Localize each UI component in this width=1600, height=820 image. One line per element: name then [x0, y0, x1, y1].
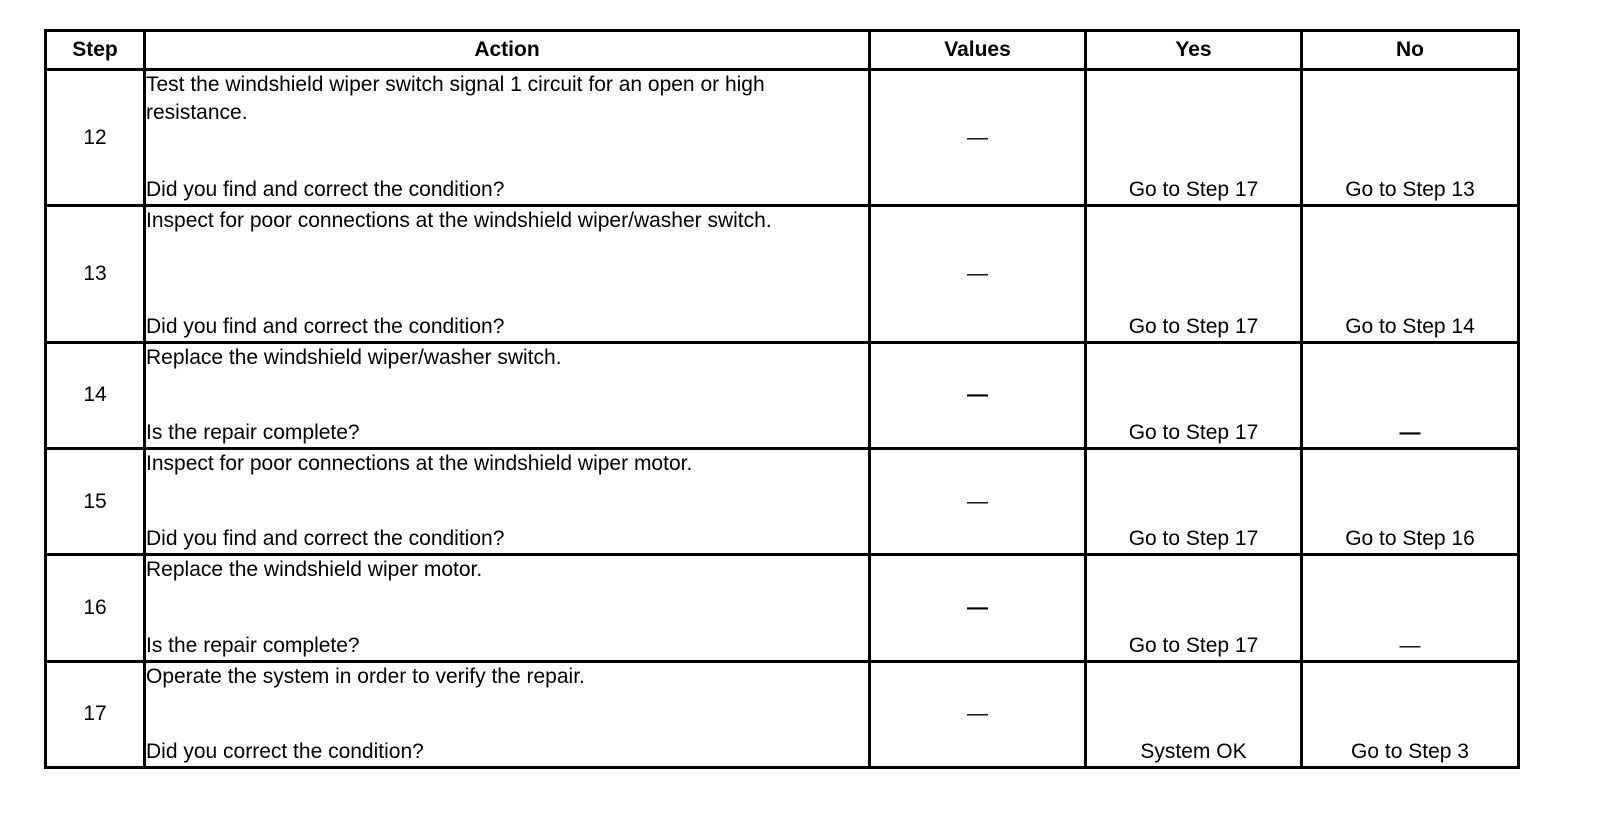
- diagnostic-table: [44, 29, 1520, 769]
- values-cell: —: [870, 70, 1086, 206]
- no-cell: —: [1302, 555, 1519, 661]
- step-number: 12: [46, 70, 145, 206]
- table-row: [46, 342, 1519, 448]
- no-cell: Go to Step 14: [1302, 206, 1519, 342]
- values-cell: —: [870, 449, 1086, 555]
- action-question: Is the repair complete?: [146, 421, 360, 445]
- yes-cell: Go to Step 17: [1086, 206, 1302, 342]
- yes-cell: Go to Step 17: [1086, 449, 1302, 555]
- table-row: [46, 206, 1519, 342]
- header-step: Step: [46, 31, 145, 70]
- table-row: [46, 70, 1519, 206]
- action-text: Inspect for poor connections at the windshield wiper/washer switch.: [146, 209, 772, 233]
- step-number: 13: [46, 206, 145, 342]
- header-values: Values: [870, 31, 1086, 70]
- header-row: [46, 31, 1519, 70]
- action-cell: [145, 206, 870, 342]
- action-text: Test the windshield wiper switch signal 1 circuit for an open or high resistance.: [146, 73, 765, 124]
- values-cell: —: [870, 555, 1086, 661]
- action-cell: [145, 70, 870, 206]
- table-row: [46, 661, 1519, 767]
- yes-cell: Go to Step 17: [1086, 70, 1302, 206]
- action-text: Inspect for poor connections at the windshield wiper motor.: [146, 452, 693, 476]
- action-cell: [145, 661, 870, 767]
- header-yes: Yes: [1086, 31, 1302, 70]
- action-cell: [145, 449, 870, 555]
- header-action: Action: [145, 31, 870, 70]
- values-cell: —: [870, 342, 1086, 448]
- step-number: 16: [46, 555, 145, 661]
- no-cell: Go to Step 13: [1302, 70, 1519, 206]
- step-number: 14: [46, 342, 145, 448]
- action-cell: [145, 555, 870, 661]
- action-text: Operate the system in order to verify the repair.: [146, 664, 585, 688]
- action-cell: [145, 342, 870, 448]
- values-cell: —: [870, 661, 1086, 767]
- no-cell: Go to Step 3: [1302, 661, 1519, 767]
- yes-cell: Go to Step 17: [1086, 555, 1302, 661]
- no-cell: —: [1302, 342, 1519, 448]
- step-number: 17: [46, 661, 145, 767]
- action-question: Did you find and correct the condition?: [146, 314, 505, 338]
- action-text: Replace the windshield wiper/washer switch.: [146, 345, 562, 369]
- action-question: Did you find and correct the condition?: [146, 178, 505, 202]
- action-question: Did you correct the condition?: [146, 740, 424, 763]
- action-text: Replace the windshield wiper motor.: [146, 558, 483, 582]
- no-cell: Go to Step 16: [1302, 449, 1519, 555]
- table-row: [46, 555, 1519, 661]
- step-number: 15: [46, 449, 145, 555]
- action-question: Is the repair complete?: [146, 633, 360, 657]
- action-question: Did you find and correct the condition?: [146, 527, 505, 551]
- yes-cell: System OK: [1086, 661, 1302, 767]
- yes-cell: Go to Step 17: [1086, 342, 1302, 448]
- table-row: [46, 449, 1519, 555]
- values-cell: —: [870, 206, 1086, 342]
- header-no: No: [1302, 31, 1519, 70]
